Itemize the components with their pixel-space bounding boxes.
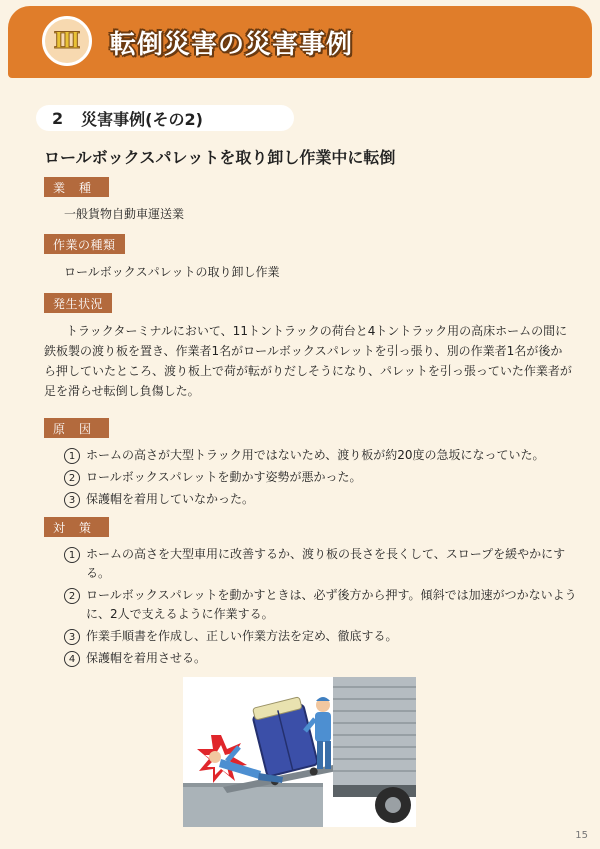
work-type-text: ロールボックスパレットの取り卸し作業 [64, 265, 280, 279]
circled-number: 3 [64, 629, 80, 645]
list-item [64, 468, 579, 487]
list-item [64, 649, 579, 668]
situation-text: トラックターミナルにおいて、11トントラックの荷台と4トントラック用の高床ホームの間に鉄板製の渡り板を置き、作業者1名がロールボックスパレットを引っ張り、別の作業者1名が後から押していたところ、渡り板上で荷が転がりだしそうになり、パレットを引っ張っていた作業者が足を滑らせ転倒し負傷した。 [44, 324, 572, 398]
section-title: 災害事例(その2) [81, 109, 203, 129]
measures-label: 対策 [44, 517, 109, 537]
list-item-text: ロールボックスパレットを動かすときは、必ず後方から押す。傾斜では加速がつかないように、2人で支えるように作業する。 [86, 588, 577, 621]
section-heading [36, 105, 294, 131]
causes-list [64, 446, 579, 512]
industry-text: 一般貨物自動車運送業 [64, 207, 185, 221]
circled-number: 4 [64, 651, 80, 667]
list-item-text: 保護帽を着用していなかった。 [86, 492, 255, 506]
accident-illustration [183, 677, 416, 827]
list-item-text: 保護帽を着用させる。 [86, 651, 207, 665]
circled-number: 1 [64, 547, 80, 563]
causes-label: 原因 [44, 418, 109, 438]
chapter-number-badge: Ⅲ [42, 16, 92, 66]
circled-number: 2 [64, 588, 80, 604]
section-number: 2 [52, 108, 64, 128]
list-item-text: 作業手順書を作成し、正しい作業方法を定め、徹底する。 [86, 629, 398, 643]
list-item [64, 545, 579, 583]
list-item-text: ロールボックスパレットを動かす姿勢が悪かった。 [86, 470, 362, 484]
chapter-title: 転倒災害の災害事例 [110, 30, 354, 60]
circled-number: 2 [64, 470, 80, 486]
industry-label: 業種 [44, 177, 109, 197]
circled-number: 3 [64, 492, 80, 508]
list-item [64, 627, 579, 646]
circled-number: 1 [64, 448, 80, 464]
list-item [64, 446, 579, 465]
measures-list [64, 545, 579, 671]
list-item [64, 490, 579, 509]
page-number: 15 [575, 830, 588, 841]
work-type-label: 作業の種類 [44, 234, 125, 254]
list-item-text: ホームの高さを大型車用に改善するか、渡り板の長さを長くして、スロープを緩やかにする。 [86, 547, 566, 580]
situation-label: 発生状況 [44, 293, 112, 313]
list-item [64, 586, 579, 624]
list-item-text: ホームの高さが大型トラック用ではないため、渡り板が約20度の急坂になっていた。 [86, 448, 545, 462]
case-title: ロールボックスパレットを取り卸し作業中に転倒 [44, 148, 396, 167]
